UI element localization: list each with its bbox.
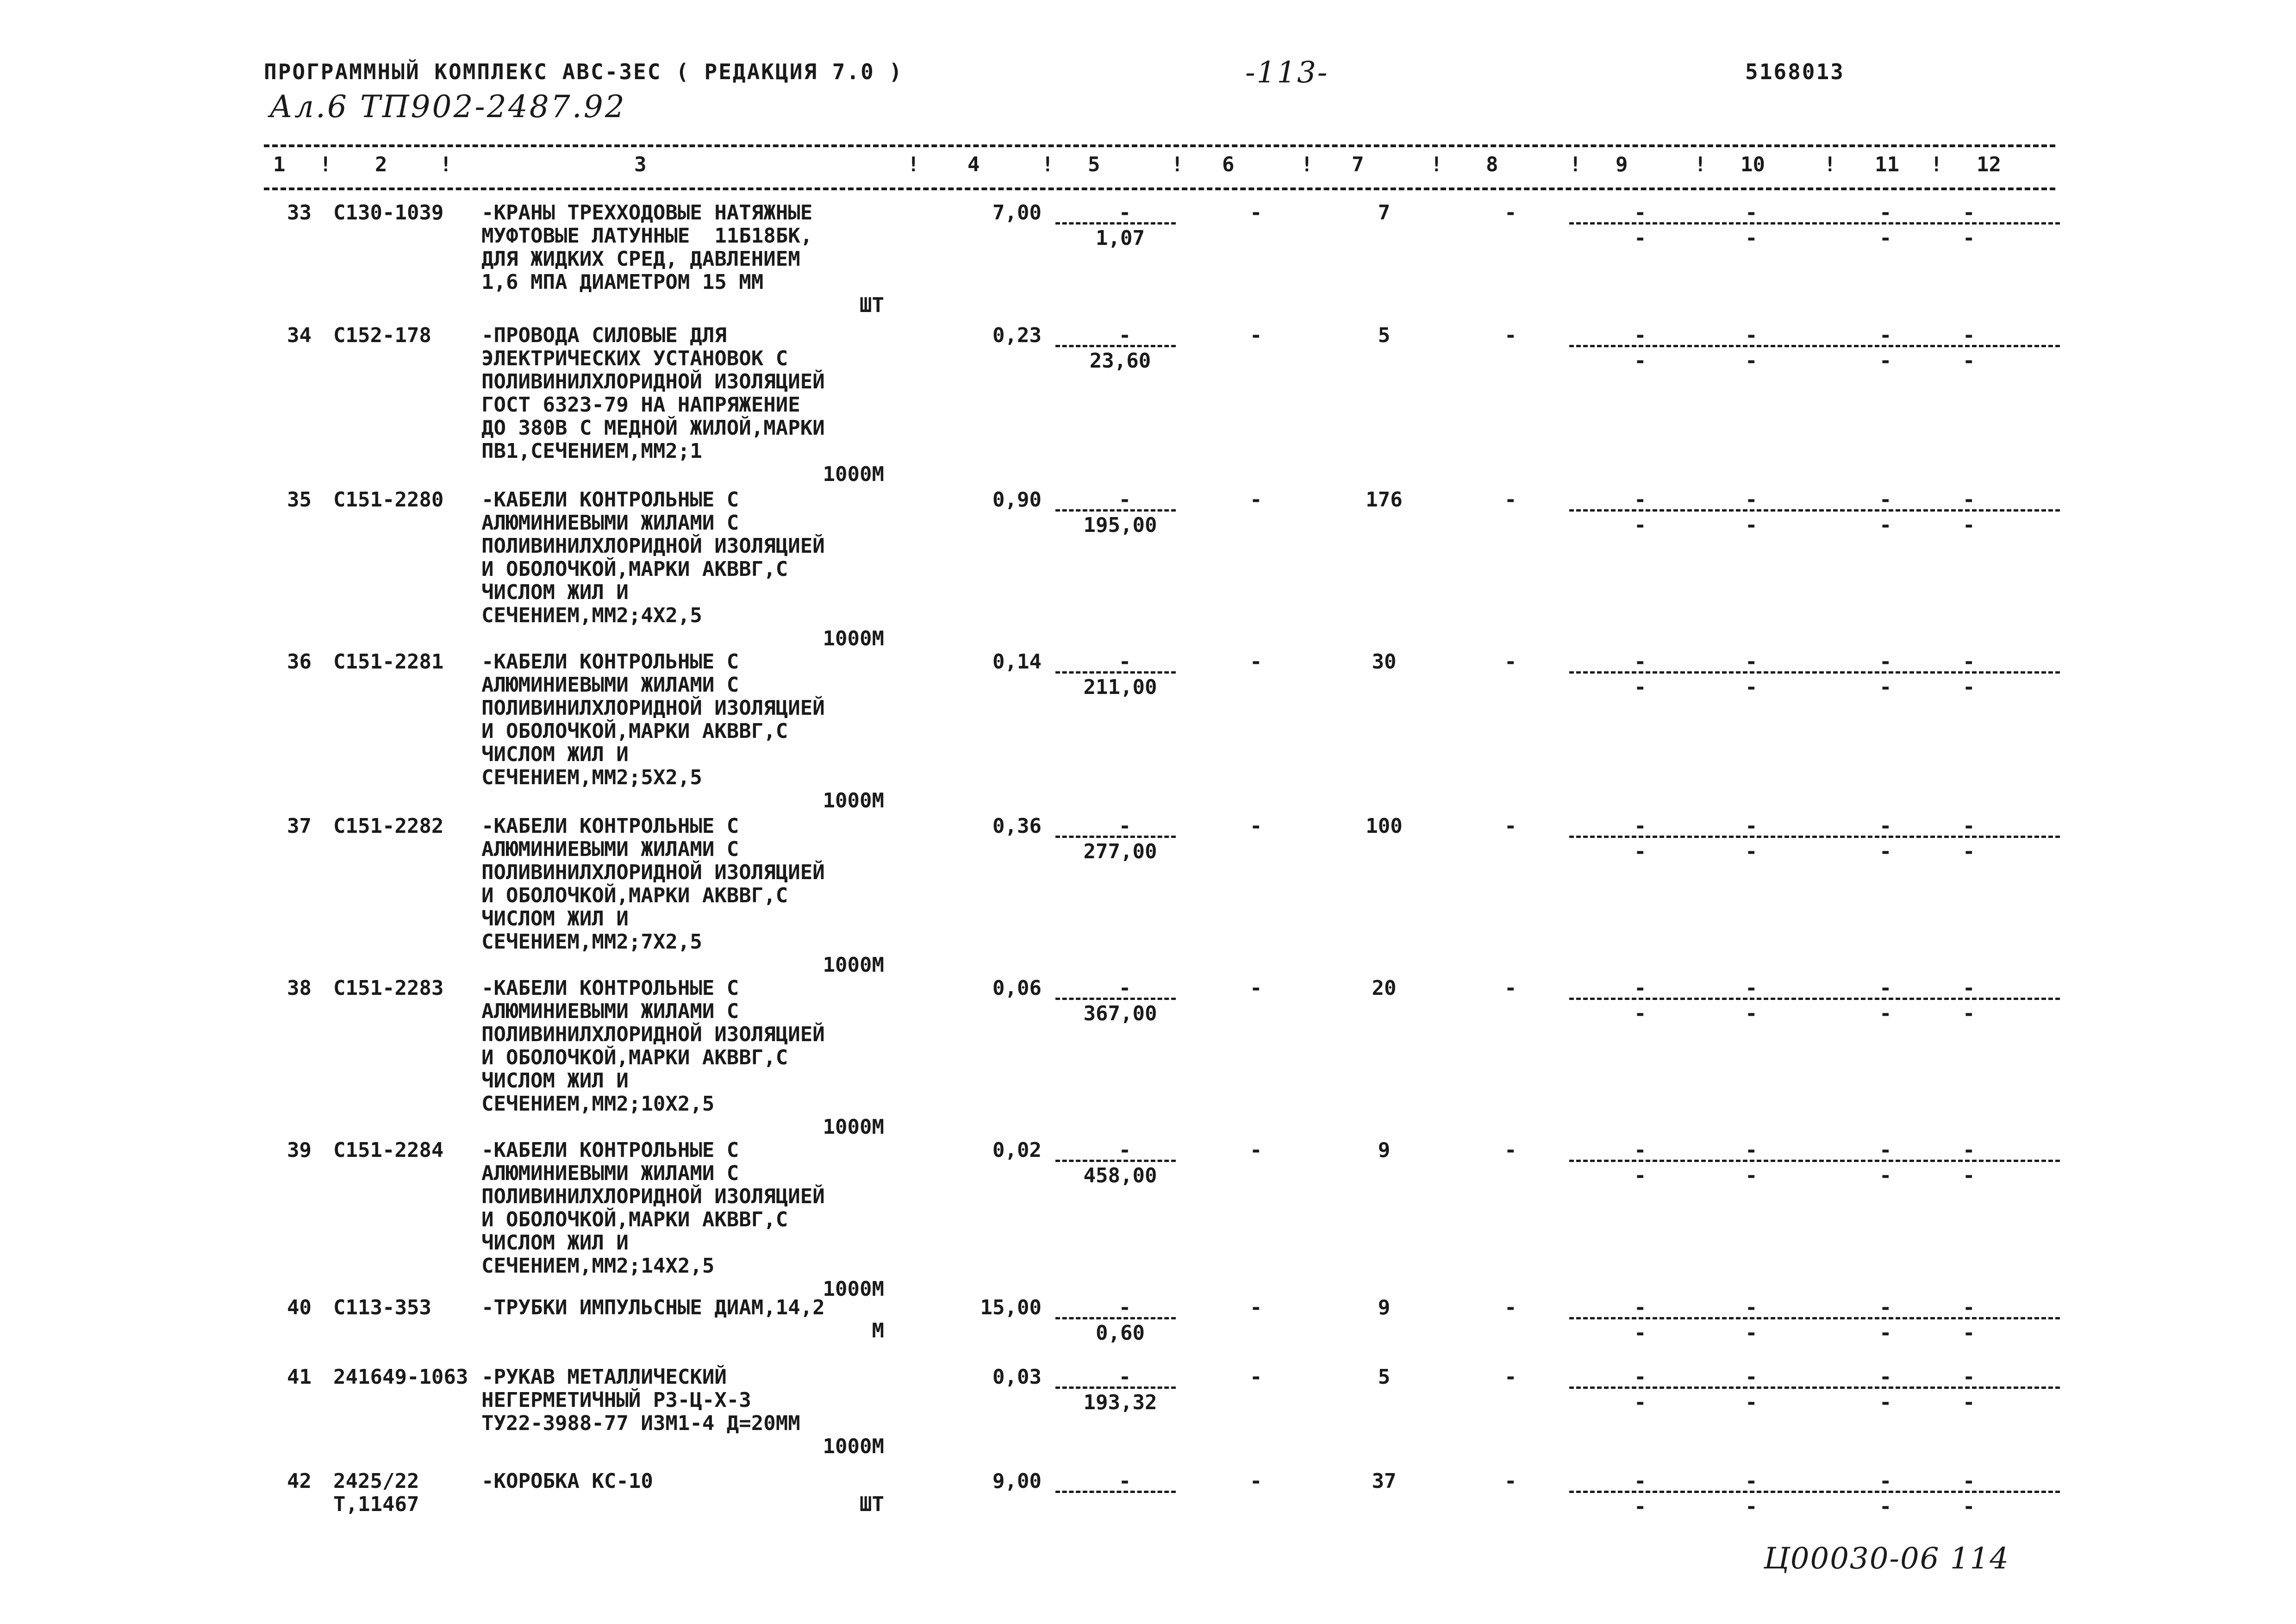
column-9-value-lower: - <box>1634 1391 1647 1414</box>
column-12-value-lower: - <box>1963 226 1975 250</box>
column-11-value: - <box>1879 488 1892 512</box>
column-6-value: - <box>1250 488 1262 512</box>
measure-unit: 1000М <box>823 1435 884 1458</box>
column-12-value-lower: - <box>1963 513 1975 537</box>
price-code: С151-2280 <box>333 488 444 512</box>
column-9-value: - <box>1634 1138 1647 1162</box>
column-6-value: - <box>1250 1138 1262 1162</box>
column-10-value-lower: - <box>1745 1002 1758 1025</box>
item-description <box>481 488 889 627</box>
column-11-value-lower: - <box>1879 1164 1892 1187</box>
item-description <box>481 1470 889 1493</box>
column-8-value: - <box>1504 1138 1517 1162</box>
quantity-value: 0,90 <box>992 488 1042 512</box>
quantity-value: 0,02 <box>992 1138 1042 1162</box>
column-10-value: - <box>1745 1138 1758 1162</box>
column-6-value: - <box>1250 650 1262 674</box>
column-7-value: 100 <box>1366 814 1403 838</box>
column-5-top: - <box>1118 1296 1131 1319</box>
column-9-value-lower: - <box>1634 840 1647 863</box>
cell-divider-line <box>1055 998 1176 1000</box>
column-9-value-lower: - <box>1634 1321 1647 1345</box>
column-12-value-lower: - <box>1963 1002 1975 1025</box>
price-code: 2425/22 <box>333 1469 419 1493</box>
column-5-top: - <box>1118 324 1131 347</box>
column-6-value: - <box>1250 201 1262 225</box>
column-9-value: - <box>1634 1469 1647 1493</box>
column-8-value: - <box>1504 650 1517 674</box>
column-header-2: 2 <box>375 153 387 176</box>
column-9-value: - <box>1634 1365 1647 1389</box>
column-10-value-lower: - <box>1745 226 1758 250</box>
column-10-value-lower: - <box>1745 513 1758 537</box>
description-line: ЧИСЛОМ ЖИЛ И <box>481 743 629 766</box>
description-line: ПВ1,СЕЧЕНИЕМ,ММ2;1 <box>481 439 702 463</box>
column-7-value: 20 <box>1372 976 1397 1000</box>
cell-divider-line <box>1055 1491 1176 1493</box>
column-11-value-lower: - <box>1879 349 1892 373</box>
column-9-value: - <box>1634 1296 1647 1319</box>
column-10-value-lower: - <box>1745 675 1758 699</box>
row-number: 37 <box>287 814 312 838</box>
column-7-value: 30 <box>1372 650 1397 674</box>
description-line: АЛЮМИНИЕВЫМИ ЖИЛАМИ С <box>481 511 739 535</box>
cell-divider-line <box>1055 1160 1176 1162</box>
column-7-value: 9 <box>1378 1138 1391 1162</box>
description-line: ПОЛИВИНИЛХЛОРИДНОЙ ИЗОЛЯЦИЕЙ <box>481 696 825 720</box>
description-line: ЧИСЛОМ ЖИЛ И <box>481 1231 629 1255</box>
row-number: 35 <box>287 488 312 512</box>
description-line: ПОЛИВИНИЛХЛОРИДНОЙ ИЗОЛЯЦИЕЙ <box>481 1023 825 1046</box>
cell-divider-line <box>1569 1387 2060 1389</box>
price-code-extra: Т,11467 <box>333 1493 419 1516</box>
document-code: 5168013 <box>1745 59 1845 84</box>
description-line: -КАБЕЛИ КОНТРОЛЬНЫЕ С <box>481 976 739 1000</box>
description-line: ТУ22-3988-77 ИЗМ1-4 Д=20ММ <box>481 1412 800 1435</box>
column-10-value: - <box>1745 1469 1758 1493</box>
row-number: 40 <box>287 1296 312 1319</box>
column-separator: ! <box>1569 153 1582 176</box>
description-line: НЕГЕРМЕТИЧНЫЙ РЗ-Ц-Х-3 <box>481 1388 751 1412</box>
column-12-value-lower: - <box>1963 840 1975 863</box>
column-separator: ! <box>1042 153 1054 176</box>
measure-unit: 1000М <box>823 789 884 812</box>
column-9-value-lower: - <box>1634 1495 1647 1518</box>
item-description <box>481 650 889 789</box>
quantity-value: 0,23 <box>992 324 1042 347</box>
column-5-top: - <box>1118 650 1131 674</box>
column-10-value-lower: - <box>1745 1391 1758 1414</box>
price-code: С151-2282 <box>333 814 444 838</box>
column-9-value: - <box>1634 650 1647 674</box>
column-8-value: - <box>1504 1365 1517 1389</box>
column-header-6: 6 <box>1222 153 1235 176</box>
column-7-value: 37 <box>1372 1469 1397 1493</box>
column-header-12: 12 <box>1977 153 2001 176</box>
cell-divider-line <box>1569 836 2060 838</box>
column-header-7: 7 <box>1352 153 1364 176</box>
column-10-value: - <box>1745 976 1758 1000</box>
description-line: ГОСТ 6323-79 НА НАПРЯЖЕНИЕ <box>481 393 800 417</box>
handwritten-reference: Ал.6 ТП902-2487.92 <box>269 89 626 125</box>
column-header-10: 10 <box>1741 153 1765 176</box>
description-line: -РУКАВ МЕТАЛЛИЧЕСКИЙ <box>481 1365 727 1389</box>
column-8-value: - <box>1504 1469 1517 1493</box>
unit-price-value: 1,07 <box>1096 226 1145 250</box>
column-header-5: 5 <box>1088 153 1100 176</box>
description-line: -КАБЕЛИ КОНТРОЛЬНЫЕ С <box>481 488 739 512</box>
row-number: 33 <box>287 201 312 225</box>
column-7-value: 5 <box>1378 324 1391 347</box>
column-header-8: 8 <box>1486 153 1498 176</box>
column-7-value: 5 <box>1378 1365 1391 1389</box>
column-8-value: - <box>1504 201 1517 225</box>
description-line: ЭЛЕКТРИЧЕСКИХ УСТАНОВОК С <box>481 347 788 370</box>
quantity-value: 7,00 <box>992 201 1042 225</box>
column-5-top: - <box>1118 814 1131 838</box>
cell-divider-line <box>1569 509 2060 512</box>
description-line: ПОЛИВИНИЛХЛОРИДНОЙ ИЗОЛЯЦИЕЙ <box>481 861 825 884</box>
column-11-value-lower: - <box>1879 1321 1892 1345</box>
measure-unit: 1000М <box>823 462 884 486</box>
description-line: ЧИСЛОМ ЖИЛ И <box>481 907 629 931</box>
column-separator: ! <box>1430 153 1443 176</box>
column-9-value: - <box>1634 201 1647 225</box>
column-5-top: - <box>1118 1138 1131 1162</box>
description-line: -КОРОБКА КС-10 <box>481 1469 653 1493</box>
column-separator: ! <box>907 153 920 176</box>
column-header-3: 3 <box>634 153 647 176</box>
description-line: -КАБЕЛИ КОНТРОЛЬНЫЕ С <box>481 650 739 674</box>
column-8-value: - <box>1504 324 1517 347</box>
cell-divider-line <box>1569 1491 2060 1493</box>
price-code: С151-2281 <box>333 650 444 674</box>
column-6-value: - <box>1250 1469 1262 1493</box>
description-line: 1,6 МПА ДИАМЕТРОМ 15 ММ <box>481 270 764 294</box>
program-title: ПРОГРАММНЫЙ КОМПЛЕКС АВС-3ЕС ( РЕДАКЦИЯ 7.0 ) <box>264 59 904 84</box>
price-code: С152-178 <box>333 324 431 347</box>
quantity-value: 0,06 <box>992 976 1042 1000</box>
column-5-top: - <box>1118 1365 1131 1389</box>
column-11-value-lower: - <box>1879 513 1892 537</box>
cell-divider-line <box>1569 1160 2060 1162</box>
column-6-value: - <box>1250 814 1262 838</box>
measure-unit: М <box>872 1319 884 1343</box>
column-10-value: - <box>1745 201 1758 225</box>
item-description <box>481 815 889 954</box>
column-11-value: - <box>1879 1138 1892 1162</box>
unit-price-value: 277,00 <box>1083 840 1157 863</box>
measure-unit: ШТ <box>860 294 884 317</box>
description-line: -КАБЕЛИ КОНТРОЛЬНЫЕ С <box>481 814 739 838</box>
column-9-value-lower: - <box>1634 675 1647 699</box>
cell-divider-line <box>1055 671 1176 674</box>
column-11-value-lower: - <box>1879 675 1892 699</box>
price-code: 241649-1063 <box>333 1365 468 1389</box>
column-separator: ! <box>1694 153 1707 176</box>
row-number: 36 <box>287 650 312 674</box>
column-9-value-lower: - <box>1634 226 1647 250</box>
description-line: АЛЮМИНИЕВЫМИ ЖИЛАМИ С <box>481 999 739 1023</box>
column-9-value: - <box>1634 976 1647 1000</box>
row-number: 38 <box>287 976 312 1000</box>
column-5-top: - <box>1118 976 1131 1000</box>
column-9-value: - <box>1634 488 1647 512</box>
column-11-value: - <box>1879 1365 1892 1389</box>
column-11-value-lower: - <box>1879 1002 1892 1025</box>
column-12-value: - <box>1963 1469 1975 1493</box>
column-9-value: - <box>1634 324 1647 347</box>
column-12-value-lower: - <box>1963 1391 1975 1414</box>
column-11-value: - <box>1879 1469 1892 1493</box>
quantity-value: 0,14 <box>992 650 1042 674</box>
column-11-value: - <box>1879 324 1892 347</box>
column-11-value-lower: - <box>1879 1495 1892 1518</box>
column-10-value: - <box>1745 1365 1758 1389</box>
description-line: МУФТОВЫЕ ЛАТУННЫЕ 11Б18БК, <box>481 224 813 248</box>
column-7-value: 176 <box>1366 488 1403 512</box>
unit-price-value: 193,32 <box>1083 1391 1157 1414</box>
column-8-value: - <box>1504 1296 1517 1319</box>
column-12-value: - <box>1963 1138 1975 1162</box>
measure-unit: ШТ <box>860 1493 884 1516</box>
column-12-value: - <box>1963 814 1975 838</box>
description-line: -КАБЕЛИ КОНТРОЛЬНЫЕ С <box>481 1138 739 1162</box>
quantity-value: 9,00 <box>992 1469 1042 1493</box>
column-5-top: - <box>1118 1469 1131 1493</box>
column-8-value: - <box>1504 976 1517 1000</box>
row-number: 34 <box>287 324 312 347</box>
cell-divider-line <box>1569 998 2060 1000</box>
column-7-value: 9 <box>1378 1296 1391 1319</box>
column-10-value-lower: - <box>1745 1164 1758 1187</box>
price-code: С151-2283 <box>333 976 444 1000</box>
column-9-value-lower: - <box>1634 1164 1647 1187</box>
column-separator: ! <box>1301 153 1313 176</box>
cell-divider-line <box>1569 222 2060 225</box>
cell-divider-line <box>1569 1317 2060 1319</box>
measure-unit: 1000М <box>823 1115 884 1139</box>
unit-price-value: 211,00 <box>1083 675 1157 699</box>
column-separator: ! <box>1930 153 1943 176</box>
column-12-value-lower: - <box>1963 349 1975 373</box>
column-10-value: - <box>1745 1296 1758 1319</box>
column-12-value-lower: - <box>1963 1495 1975 1518</box>
column-6-value: - <box>1250 1296 1262 1319</box>
column-10-value: - <box>1745 650 1758 674</box>
description-line: -ТРУБКИ ИМПУЛЬСНЫЕ ДИАМ,14,2 <box>481 1296 825 1319</box>
row-number: 41 <box>287 1365 312 1389</box>
column-11-value: - <box>1879 814 1892 838</box>
column-8-value: - <box>1504 814 1517 838</box>
cell-divider-line <box>1055 509 1176 512</box>
column-header-4: 4 <box>967 153 980 176</box>
description-line: И ОБОЛОЧКОЙ,МАРКИ АКВВГ,С <box>481 557 788 581</box>
column-10-value-lower: - <box>1745 1495 1758 1518</box>
column-12-value: - <box>1963 650 1975 674</box>
column-separator: ! <box>1171 153 1184 176</box>
description-line: И ОБОЛОЧКОЙ,МАРКИ АКВВГ,С <box>481 1046 788 1069</box>
description-line: АЛЮМИНИЕВЫМИ ЖИЛАМИ С <box>481 1162 739 1185</box>
item-description <box>481 977 889 1116</box>
description-line: СЕЧЕНИЕМ,ММ2;10Х2,5 <box>481 1092 715 1116</box>
column-10-value: - <box>1745 488 1758 512</box>
unit-price-value: 0,60 <box>1096 1321 1145 1345</box>
column-10-value: - <box>1745 324 1758 347</box>
description-line: СЕЧЕНИЕМ,ММ2;4Х2,5 <box>481 604 702 627</box>
item-description <box>481 1366 889 1435</box>
measure-unit: 1000М <box>823 1277 884 1301</box>
column-9-value: - <box>1634 814 1647 838</box>
column-10-value-lower: - <box>1745 349 1758 373</box>
column-5-top: - <box>1118 488 1131 512</box>
cell-divider-line <box>1055 1317 1176 1319</box>
quantity-value: 0,36 <box>992 814 1042 838</box>
column-header-9: 9 <box>1616 153 1628 176</box>
item-description <box>481 201 889 294</box>
description-line: ДО 380В С МЕДНОЙ ЖИЛОЙ,МАРКИ <box>481 416 825 440</box>
measure-unit: 1000М <box>823 953 884 977</box>
column-10-value: - <box>1745 814 1758 838</box>
column-6-value: - <box>1250 976 1262 1000</box>
column-9-value-lower: - <box>1634 1002 1647 1025</box>
description-line: ПОЛИВИНИЛХЛОРИДНОЙ ИЗОЛЯЦИЕЙ <box>481 534 825 558</box>
description-line: -ПРОВОДА СИЛОВЫЕ ДЛЯ <box>481 324 727 347</box>
column-11-value: - <box>1879 976 1892 1000</box>
description-line: И ОБОЛОЧКОЙ,МАРКИ АКВВГ,С <box>481 719 788 743</box>
quantity-value: 15,00 <box>980 1296 1042 1319</box>
description-line: СЕЧЕНИЕМ,ММ2;14Х2,5 <box>481 1254 715 1278</box>
column-12-value: - <box>1963 1296 1975 1319</box>
column-8-value: - <box>1504 488 1517 512</box>
unit-price-value: 367,00 <box>1083 1002 1157 1025</box>
description-line: ПОЛИВИНИЛХЛОРИДНОЙ ИЗОЛЯЦИЕЙ <box>481 1185 825 1208</box>
column-10-value-lower: - <box>1745 1321 1758 1345</box>
column-separator: ! <box>1824 153 1836 176</box>
unit-price-value: 458,00 <box>1083 1164 1157 1187</box>
description-line: СЕЧЕНИЕМ,ММ2;5Х2,5 <box>481 766 702 789</box>
quantity-value: 0,03 <box>992 1365 1042 1389</box>
column-11-value: - <box>1879 650 1892 674</box>
column-12-value: - <box>1963 976 1975 1000</box>
item-description <box>481 1296 889 1319</box>
description-line: И ОБОЛОЧКОЙ,МАРКИ АКВВГ,С <box>481 1208 788 1231</box>
footer-handwritten-note: Ц00030-06 114 <box>1764 1542 2009 1576</box>
description-line: ДЛЯ ЖИДКИХ СРЕД, ДАВЛЕНИЕМ <box>481 247 800 271</box>
column-11-value: - <box>1879 1296 1892 1319</box>
cell-divider-line <box>1055 836 1176 838</box>
column-9-value-lower: - <box>1634 513 1647 537</box>
unit-price-value: 195,00 <box>1083 513 1157 537</box>
description-line: ЧИСЛОМ ЖИЛ И <box>481 581 629 604</box>
column-separator: ! <box>440 153 452 176</box>
column-12-value-lower: - <box>1963 1164 1975 1187</box>
description-line: ПОЛИВИНИЛХЛОРИДНОЙ ИЗОЛЯЦИЕЙ <box>481 370 825 394</box>
column-11-value-lower: - <box>1879 226 1892 250</box>
column-12-value: - <box>1963 201 1975 225</box>
row-number: 39 <box>287 1138 312 1162</box>
measure-unit: 1000М <box>823 627 884 650</box>
column-6-value: - <box>1250 1365 1262 1389</box>
column-11-value-lower: - <box>1879 1391 1892 1414</box>
cell-divider-line <box>1569 671 2060 674</box>
description-line: И ОБОЛОЧКОЙ,МАРКИ АКВВГ,С <box>481 884 788 907</box>
cell-divider-line <box>1055 222 1176 225</box>
column-separator: ! <box>319 153 332 176</box>
description-line: -КРАНЫ ТРЕХХОДОВЫЕ НАТЯЖНЫЕ <box>481 201 813 225</box>
column-9-value-lower: - <box>1634 349 1647 373</box>
cell-divider-line <box>1055 345 1176 347</box>
description-line: ЧИСЛОМ ЖИЛ И <box>481 1069 629 1093</box>
column-12-value: - <box>1963 1365 1975 1389</box>
column-header-11: 11 <box>1875 153 1899 176</box>
cell-divider-line <box>1569 345 2060 347</box>
price-code: С113-353 <box>333 1296 431 1319</box>
column-12-value: - <box>1963 488 1975 512</box>
column-5-top: - <box>1118 201 1131 225</box>
column-12-value: - <box>1963 324 1975 347</box>
column-10-value-lower: - <box>1745 840 1758 863</box>
column-12-value-lower: - <box>1963 675 1975 699</box>
description-line: АЛЮМИНИЕВЫМИ ЖИЛАМИ С <box>481 673 739 697</box>
description-line: АЛЮМИНИЕВЫМИ ЖИЛАМИ С <box>481 837 739 861</box>
description-line: СЕЧЕНИЕМ,ММ2;7Х2,5 <box>481 930 702 954</box>
page-number: -113- <box>1245 56 1329 90</box>
column-header-1: 1 <box>273 153 286 176</box>
column-6-value: - <box>1250 324 1262 347</box>
cell-divider-line <box>1055 1387 1176 1389</box>
item-description <box>481 324 889 463</box>
row-number: 42 <box>287 1469 312 1493</box>
item-description <box>481 1139 889 1278</box>
column-12-value-lower: - <box>1963 1321 1975 1345</box>
price-code: С130-1039 <box>333 201 444 225</box>
column-11-value-lower: - <box>1879 840 1892 863</box>
column-11-value: - <box>1879 201 1892 225</box>
price-code: С151-2284 <box>333 1138 444 1162</box>
column-7-value: 7 <box>1378 201 1391 225</box>
unit-price-value: 23,60 <box>1089 349 1151 373</box>
